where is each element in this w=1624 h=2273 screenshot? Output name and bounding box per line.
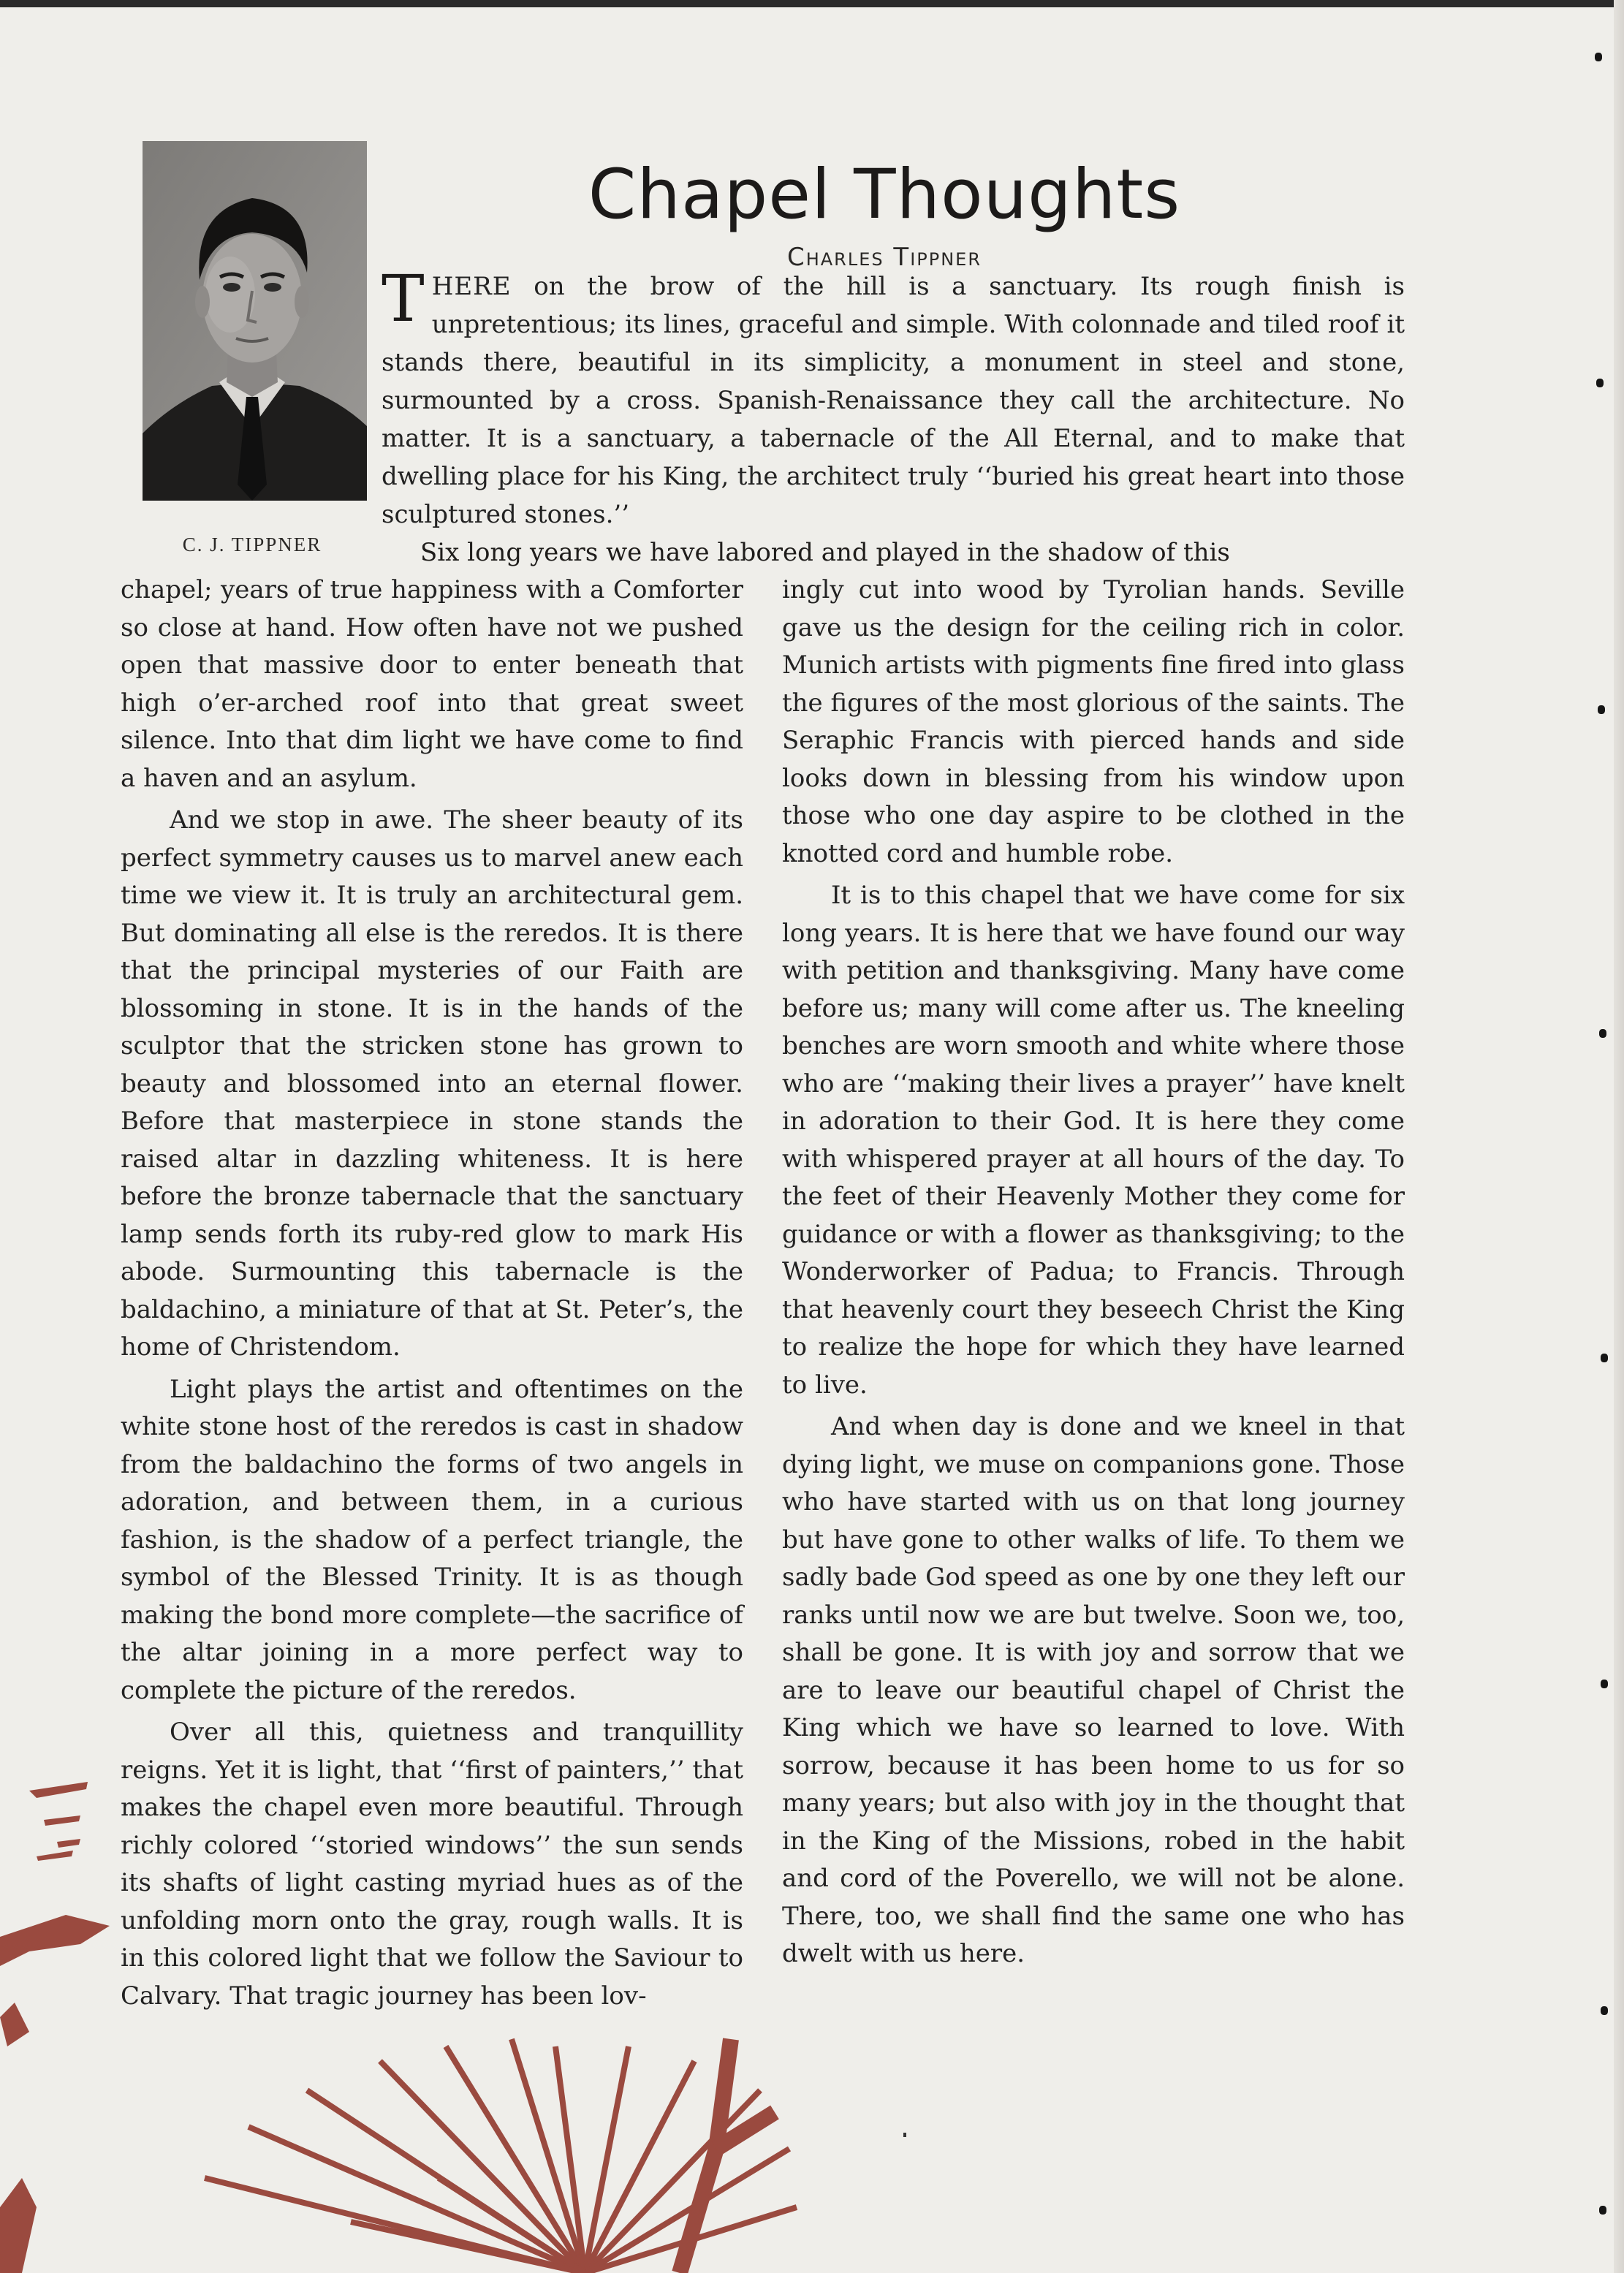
paragraph: Over all this, quietness and tranquillity reigns. Yet it is light, that ‘‘first of painters,’’ that makes the chapel even more beautiful. Through richly colored ‘‘storied windows’’ the sun sends its shafts of light casting myriad hues as of the unfolding morn onto the gray, rough walls. It is in this colored light that we follow the Saviour to Calvary. That tragic journey has been lov- (121, 1718, 743, 2011)
page-right-edge (1614, 0, 1624, 2273)
author-name: Charles Tippner (786, 243, 982, 272)
paragraph: chapel; years of true happiness with a Comforter so close at hand. How often have not we pushed open that massive door to enter beneath that high o’er-arched roof into that great sweet silence. Into that dim light we have come to find a haven and an asylum. (121, 575, 743, 793)
binding-hole (1598, 705, 1605, 714)
paragraph: Light plays the artist and oftentimes on the white stone host of the reredos is cast in shadow from the baldachino the forms of two angels in adoration, and between them, in a curious fashion, is the shadow of a perfect triangle, the symbol of the Blessed Trinity. It is as though making the bond more complete—the sacrifice of the altar joining in a more perfect way to complete the picture of the reredos. (121, 1374, 743, 1705)
photo-caption: C. J. TIPPNER (182, 534, 322, 555)
binding-hole (1595, 53, 1602, 61)
binding-hole (1601, 1680, 1608, 1688)
ink-speck (903, 2133, 906, 2137)
paragraph: It is to this chapel that we have come for six long years. It is here that we have found our way with petition and thanksgiving. Many have come before us; many will come after us. The kneeling benches are worn smooth and white where those who are ‘‘making their lives a prayer’’ have knelt in adoration to their God. It is here they come with whispered prayer at all hours of the day. To the feet of their Heavenly Mother they come for guidance or with a flower as thanksgiving; to the Wonderworker of Padua; to Francis. Through that heavenly court they beseech Christ the King to realize the hope for which they have learned to live. (782, 881, 1405, 1400)
intro-continuation: Six long years we have labored and played in the shadow of this (420, 538, 1230, 567)
right-column (782, 572, 1405, 1978)
binding-hole (1596, 379, 1604, 387)
intro-paragraph (382, 261, 1405, 534)
page-top-edge (0, 0, 1624, 7)
author-portrait (143, 141, 367, 501)
portrait-image (143, 141, 367, 501)
binding-hole (1599, 2206, 1606, 2215)
paragraph: ingly cut into wood by Tyrolian hands. Seville gave us the design for the ceiling rich in color. Munich artists with pigments fine fired into glass the figures of the most glorious of the saints. The Seraphic Francis with pierced hands and side looks down in blessing from his window upon those who one day aspire to be clothed in the knotted cord and humble robe. (782, 575, 1405, 868)
intro-lead-word: HERE (431, 272, 512, 301)
drop-cap: T (382, 261, 425, 336)
binding-hole (1599, 1029, 1606, 1038)
binding-hole (1601, 1354, 1608, 1362)
decorative-illustration (0, 1769, 804, 2273)
paragraph: And we stop in awe. The sheer beauty of its perfect symmetry causes us to marvel anew each time we view it. It is truly an architectural gem. But dominating all else is the reredos. It is there that the principal mysteries of our Faith are blossoming in stone. It is in the hands of the sculptor that the stricken stone has grown to beauty and blossomed into an eternal flower. Before that masterpiece in stone stands the raised altar in dazzling whiteness. It is here before the bronze tabernacle that the sanctuary lamp sends forth its ruby-red glow to mark His abode. Surmounting this tabernacle is the baldachino, a miniature of that at St. Peter’s, the home of Christendom. (121, 805, 743, 1362)
intro-text: on the brow of the hill is a sanctuary. Its rough finish is unpretentious; its lines, graceful and simple. With colonnade and tiled roof it stands there, beautiful in its simplicity, a monument in steel and stone, surmounted by a cross. Spanish-Renaissance they call the architecture. No matter. It is a sanctuary, a tabernacle of the All Eternal, and to make that dwelling place for his King, the architect truly ‘‘buried his great heart into those sculptured stones.’’ (382, 272, 1405, 529)
article-title: Chapel Thoughts (588, 155, 1181, 235)
paragraph: And when day is done and we kneel in that dying light, we muse on companions gone. Those who have started with us on that long journey but have gone to other walks of life. To them we sadly bade God speed as one by one they left our ranks until now we are but twelve. Soon we, too, shall be gone. It is with joy and sorrow that we are to leave our beautiful chapel of Christ the King which we have so learned to love. With sorrow, because it has been home to us for so many years; but also with joy in the thought that in the King of the Missions, robed in the habit and cord of the Poverello, we will not be alone. There, too, we shall find the same one who has dwelt with us here. (782, 1412, 1405, 1968)
binding-hole (1601, 2006, 1608, 2015)
